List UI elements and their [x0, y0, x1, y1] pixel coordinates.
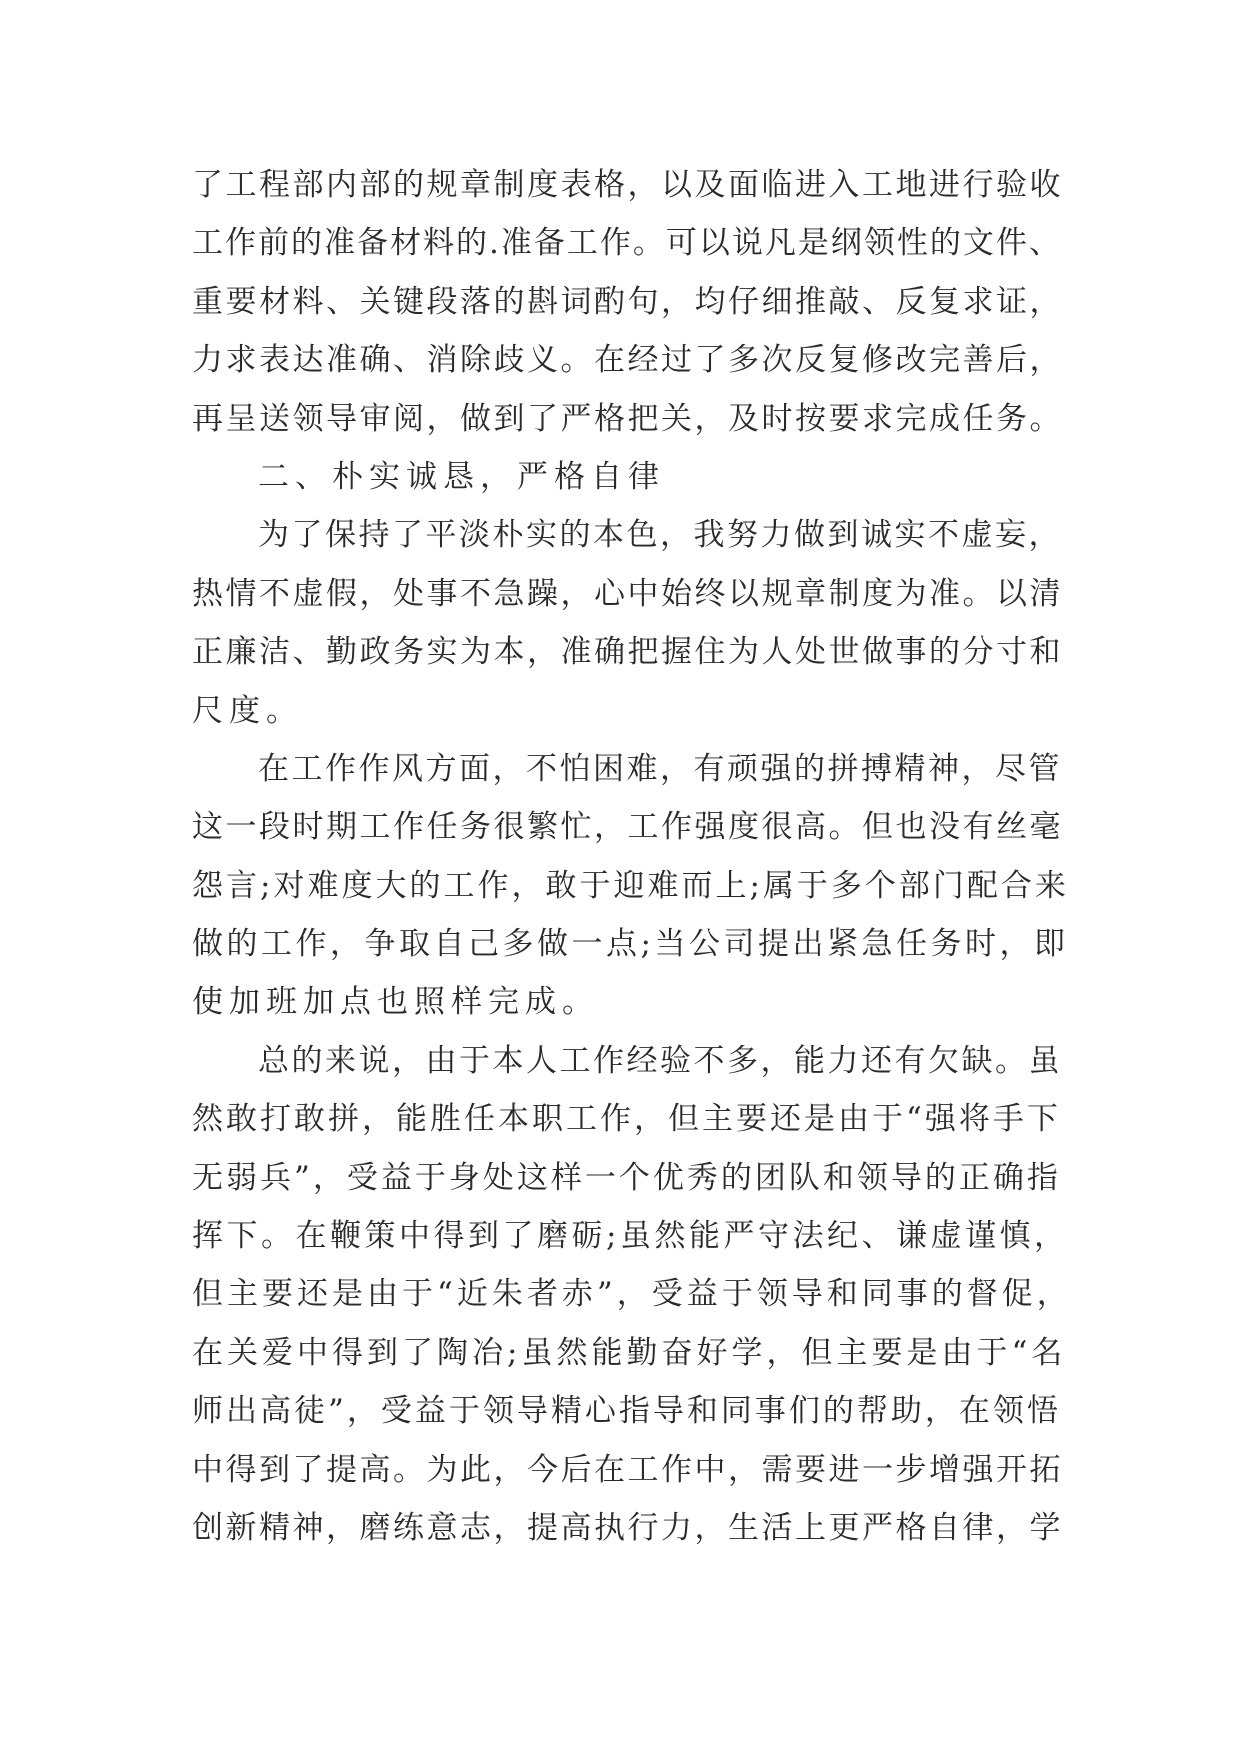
- document-body: [192, 156, 1072, 1557]
- text-line: 怨言;对难度大的工作，敢于迎难而上;属于多个部门配合来: [192, 867, 1069, 904]
- text-line: 这一段时期工作任务很繁忙，工作强度很高。但也没有丝毫: [192, 809, 1063, 846]
- text-line: 热情不虚假，处事不急躁，心中始终以规章制度为准。以清: [192, 575, 1063, 612]
- text-line: 工作前的准备材料的.准备工作。可以说凡是纲领性的文件、: [192, 225, 1062, 262]
- paragraph-first-line: 在工作作风方面，不怕困难，有顽强的拼搏精神，尽管: [258, 750, 1062, 787]
- text-line: 做的工作，争取自己多做一点;当公司提出紧急任务时，即: [192, 926, 1069, 963]
- paragraph-first-line: 二、朴实诚恳，严格自律: [258, 458, 665, 495]
- text-line: 创新精神，磨练意志，提高执行力，生活上更严格自律，学: [192, 1509, 1063, 1546]
- text-line: 无弱兵”，受益于身处这样一个优秀的团队和领导的正确指: [192, 1159, 1061, 1196]
- text-line: 使加班加点也照样完成。: [192, 984, 599, 1021]
- text-line: 了工程部内部的规章制度表格，以及面临进入工地进行验收: [192, 167, 1063, 203]
- text-line: 中得到了提高。为此，今后在工作中，需要进一步增强开拓: [192, 1451, 1063, 1488]
- text-line: 在关爱中得到了陶冶;虽然能勤奋好学，但主要是由于“名: [192, 1334, 1067, 1371]
- text-line: 但主要还是由于“近朱者赤”，受益于领导和同事的督促，: [192, 1276, 1072, 1313]
- text-line: 尺度。: [192, 692, 303, 729]
- text-line: 再呈送领导审阅，做到了严格把关，及时按要求完成任务。: [192, 400, 1063, 437]
- text-line: 力求表达准确、消除歧义。在经过了多次反复修改完善后，: [192, 342, 1063, 379]
- text-line: 挥下。在鞭策中得到了磨砺;虽然能严守法纪、谦虚谨慎，: [192, 1218, 1069, 1255]
- text-line: 师出高徒”，受益于领导精心指导和同事们的帮助，在领悟: [192, 1393, 1061, 1430]
- text-line: 正廉洁、勤政务实为本，准确把握住为人处世做事的分寸和: [192, 634, 1063, 671]
- paragraph-first-line: 总的来说，由于本人工作经验不多，能力还有欠缺。虽: [258, 1042, 1062, 1079]
- paragraph-first-line: 为了保持了平淡朴实的本色，我努力做到诚实不虚妄，: [258, 517, 1062, 554]
- text-line: 然敢打敢拼，能胜任本职工作，但主要还是由于“强将手下: [192, 1101, 1061, 1138]
- text-line: 重要材料、关键段落的斟词酌句，均仔细推敲、反复求证，: [192, 283, 1063, 320]
